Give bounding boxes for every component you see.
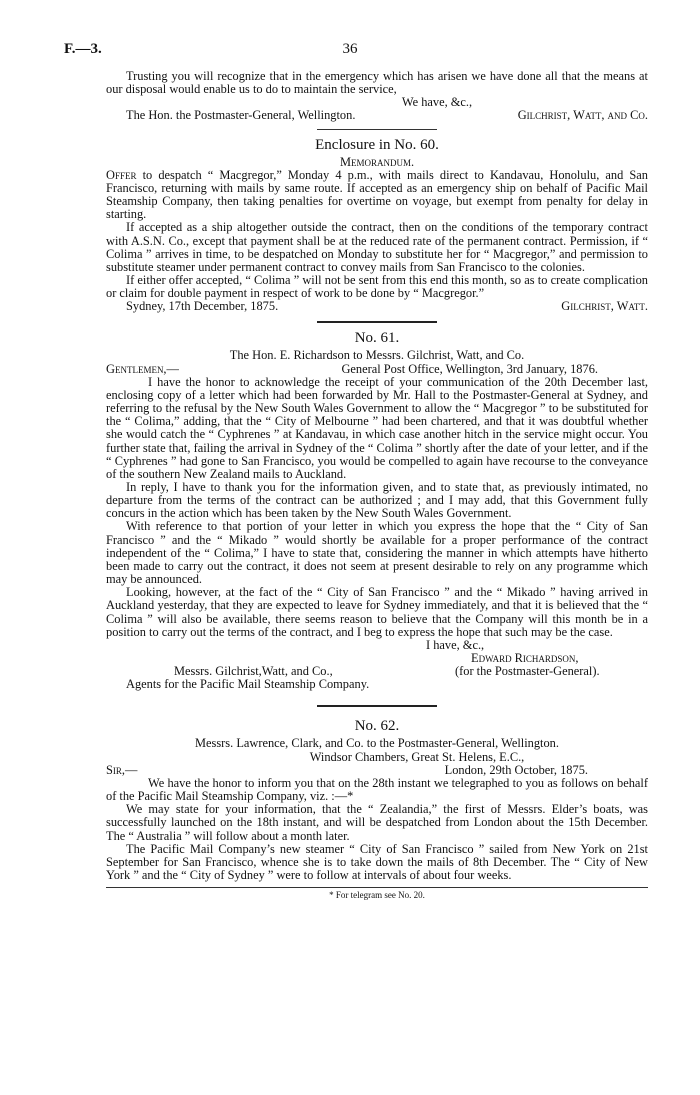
- page-number: 36: [342, 41, 358, 57]
- page-header: [64, 41, 636, 61]
- letter-62-from-to: Messrs. Lawrence, Clark, and Co. to the Postmaster-General, Wellington.: [195, 736, 559, 751]
- closing-paragraph: Trusting you will recognize that in the emergency which has arisen we have done all that the means at our disposal would enable us to do to maintain the service,: [106, 69, 648, 97]
- letter-62-title: No. 62.: [354, 718, 400, 735]
- page-body: [106, 70, 648, 901]
- memorandum-heading: Memorandum.: [339, 154, 415, 169]
- section-divider: [317, 129, 437, 130]
- memo-paragraph-3: If either offer accepted, “ Colima ” will not be sent from this end this month, so as to create complication or claim for double payment in respect of work to be done by “ Macgregor.”: [106, 273, 648, 301]
- memo-date: Sydney, 17th December, 1875.: [126, 299, 279, 314]
- complimentary-close: We have, &c.,: [401, 95, 473, 110]
- addressee: The Hon. the Postmaster-General, Wellington.: [126, 108, 356, 123]
- letter-61-from-to: The Hon. E. Richardson to Messrs. Gilchrist, Watt, and Co.: [229, 348, 525, 363]
- letter-62-paragraph-3: The Pacific Mail Company’s new steamer “ City of San Francisco ” sailed from New York on 21st September for San Francisco, whence she is to take down the mails of 8th December. The “ City of New York ” and the “ City of Sydney ” were to follow at intervals of about four weeks.: [106, 841, 648, 882]
- letter-62-paragraph-1: We have the honor to inform you that on the 28th instant we telegraphed to you as follows on behalf of the Pacific Mail Steamship Company, viz. :—*: [106, 775, 648, 804]
- addressee-role: Agents for the Pacific Mail Steamship Company.: [126, 677, 370, 692]
- signer-role: (for the Postmaster-General).: [455, 664, 600, 679]
- letter-62-address: Windsor Chambers, Great St. Helens, E.C.,: [309, 749, 525, 764]
- letter-61-paragraph-2: In reply, I have to thank you for the information given, and to state that, as previously intimated, no departure from the terms of the contract can be authorized ; and I may add, that this Government fully concurs in the action which has been taken by the New South Wales Government.: [106, 480, 648, 521]
- salutation: Sir,—: [106, 762, 138, 777]
- letter-61-paragraph-4: Looking, however, at the fact of the “ City of San Francisco ” and the “ Mikado ” having arrived in Auckland yesterday, that they are expected to leave for Sydney immediately, and that it is believed that the “ Colima ” will also be available, there seems reason to believe that the Company will this month be in a position to carry out the terms of the contract, and I beg to express the hope that such may be the case.: [106, 585, 648, 639]
- letter-61-title: No. 61.: [354, 330, 400, 347]
- addressee-signature-line: [106, 109, 648, 122]
- paper-reference: F.—3.: [64, 41, 102, 57]
- footnote: * For telegram see No. 20.: [329, 890, 425, 901]
- salutation: Gentlemen,—: [106, 361, 179, 376]
- section-divider: [317, 705, 437, 707]
- memo-paragraph-1: [106, 169, 648, 222]
- letter-61-paragraph-1: I have the honor to acknowledge the receipt of your communication of the 20th December last, enclosing copy of a letter which had been forwarded by Mr. Hall to the Postmaster-General at Sydney, and referring to the refusal by the New South Wales Government to allow the “ Macgregor ” to be substituted for the “ Colima,” adding, that the “ City of Melbourne ” had been chartered, and that it was doubtful whether she would catch the “ Cyphrenes ” at Kandavau, in which case another hitch in the service might occur. You further state that, failing the arrival in Sydney of the “ Colima ” shortly after the date of your letter, and if the “ Cyphrenes ” had gone to San Francisco, you would be compelled to again have recourse to the conveyance of the southern New Zealand mails to Auckland.: [106, 374, 648, 481]
- memo-signature: Gilchrist, Watt.: [561, 299, 648, 314]
- memo-paragraph-1-text: to despatch “ Macgregor,” Monday 4 p.m., with mails direct to Kandavau, Honolulu, and San Francisco, returning with mails by same route. If accepted as an emergency ship on behalf of Pacific Mail Steamship Company, then taking penalties for overtime on voyage, but exempt from penalty for delay in starting.: [106, 167, 648, 222]
- letter-61-addressee-line-2: [106, 678, 648, 691]
- dateline: General Post Office, Wellington, 3rd January, 1876.: [341, 361, 598, 376]
- memo-date-line: [106, 300, 648, 313]
- section-divider: [317, 321, 437, 323]
- lead-word: Offer: [106, 167, 137, 182]
- addressee: Messrs. Gilchrist,Watt, and Co.,: [174, 664, 333, 679]
- letter-61-dateline: [106, 363, 648, 376]
- signer-name: Edward Richardson,: [471, 651, 579, 666]
- memo-paragraph-2: If accepted as a ship altogether outside the contract, then on the conditions of the temporary contract with A.S.N. Co., except that payment shall be at the reduced rate of the permanent contract. Permission, if “ Colima ” arrives in time, to be despatched on Monday to substitute her for “ Macgregor,” and permission to substitute steamer under permanent contract to convey mails from San Francisco to the colonies.: [106, 220, 648, 274]
- enclosure-title: Enclosure in No. 60.: [315, 136, 439, 153]
- signature: Gilchrist, Watt, and Co.: [517, 108, 648, 123]
- footnote-divider: [106, 887, 648, 888]
- letter-61-paragraph-3: With reference to that portion of your letter in which you express the hope that the “ City of San Francisco ” and the “ Mikado ” would shortly be available for a proper performance of the contract independent of the “ Colima,” I have to state that, considering the manner in which attempts have hitherto been made to carry out the contract, it does not seem at present desirable to rely on any programme which may be announced.: [106, 519, 648, 587]
- letter-62-paragraph-2: We may state for your information, that the “ Zealandia,” the first of Messrs. Elder’s boats, was successfully launched on the 18th instant, and will be despatched from London about the 15th December. The “ Australia ” will follow about a month later.: [106, 802, 648, 843]
- letter-62-dateline: [106, 764, 648, 777]
- complimentary-close: I have, &c.,: [426, 637, 485, 652]
- dateline: London, 29th October, 1875.: [444, 762, 588, 777]
